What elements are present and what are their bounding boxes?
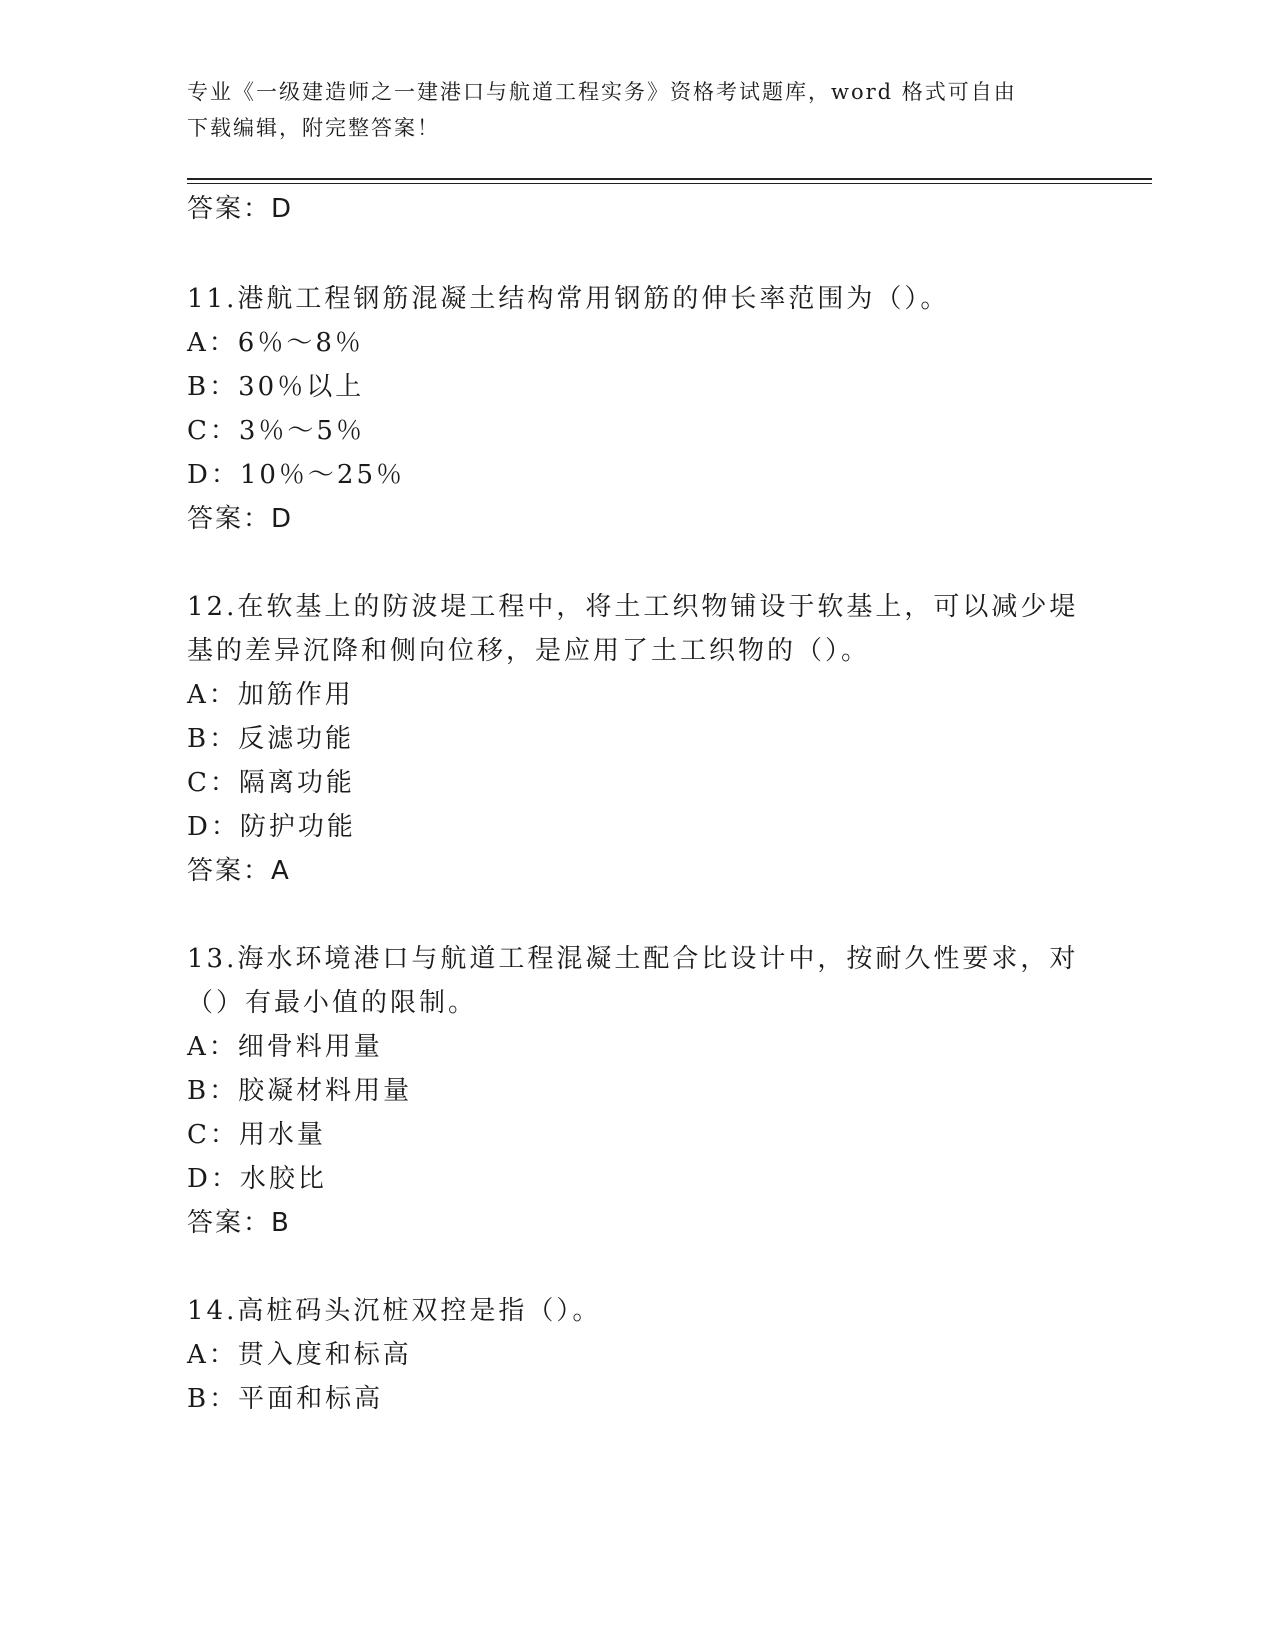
option-c: C：用水量 [187,1120,326,1150]
header-line-1: 专业《一级建造师之一建港口与航道工程实务》资格考试题库，word 格式可自由 [187,80,1017,104]
option-c: C：隔离功能 [187,768,355,798]
question-stem: 13.海水环境港口与航道工程混凝土配合比设计中，按耐久性要求，对 [187,944,1079,974]
header-rule-thin [187,183,1152,184]
option-a: A：贯入度和标高 [187,1340,412,1370]
option-a: A：6％～8％ [187,328,364,358]
question-stem: 11.港航工程钢筋混凝土结构常用钢筋的伸长率范围为（）。 [187,284,950,314]
question-stem-cont: 基的差异沉降和侧向位移，是应用了土工织物的（）。 [187,636,871,666]
header-rule-thick [187,178,1152,180]
option-d: D：水胶比 [187,1164,327,1194]
option-a: A：加筋作用 [187,680,354,710]
answer-line: 答案：B [187,1208,291,1238]
question-stem-cont: （）有最小值的限制。 [187,988,478,1018]
option-b: B：胶凝材料用量 [187,1076,413,1106]
option-c: C：3％～5％ [187,416,365,446]
question-stem: 14.高桩码头沉桩双控是指（）。 [187,1296,602,1326]
option-d: D：10％～25％ [187,460,406,490]
answer-line: 答案：D [187,504,294,534]
option-d: D：防护功能 [187,812,356,842]
option-a: A：细骨料用量 [187,1032,383,1062]
header-line-2: 下载编辑，附完整答案！ [187,116,440,140]
option-b: B：反滤功能 [187,724,355,754]
document-header [187,74,1067,146]
option-b: B：30％以上 [187,372,365,402]
question-stem: 12.在软基上的防波堤工程中，将土工织物铺设于软基上，可以减少堤 [187,592,1079,622]
answer-line: 答案：A [187,856,291,886]
option-b: B：平面和标高 [187,1384,384,1414]
answer-line: 答案：D [187,194,294,224]
